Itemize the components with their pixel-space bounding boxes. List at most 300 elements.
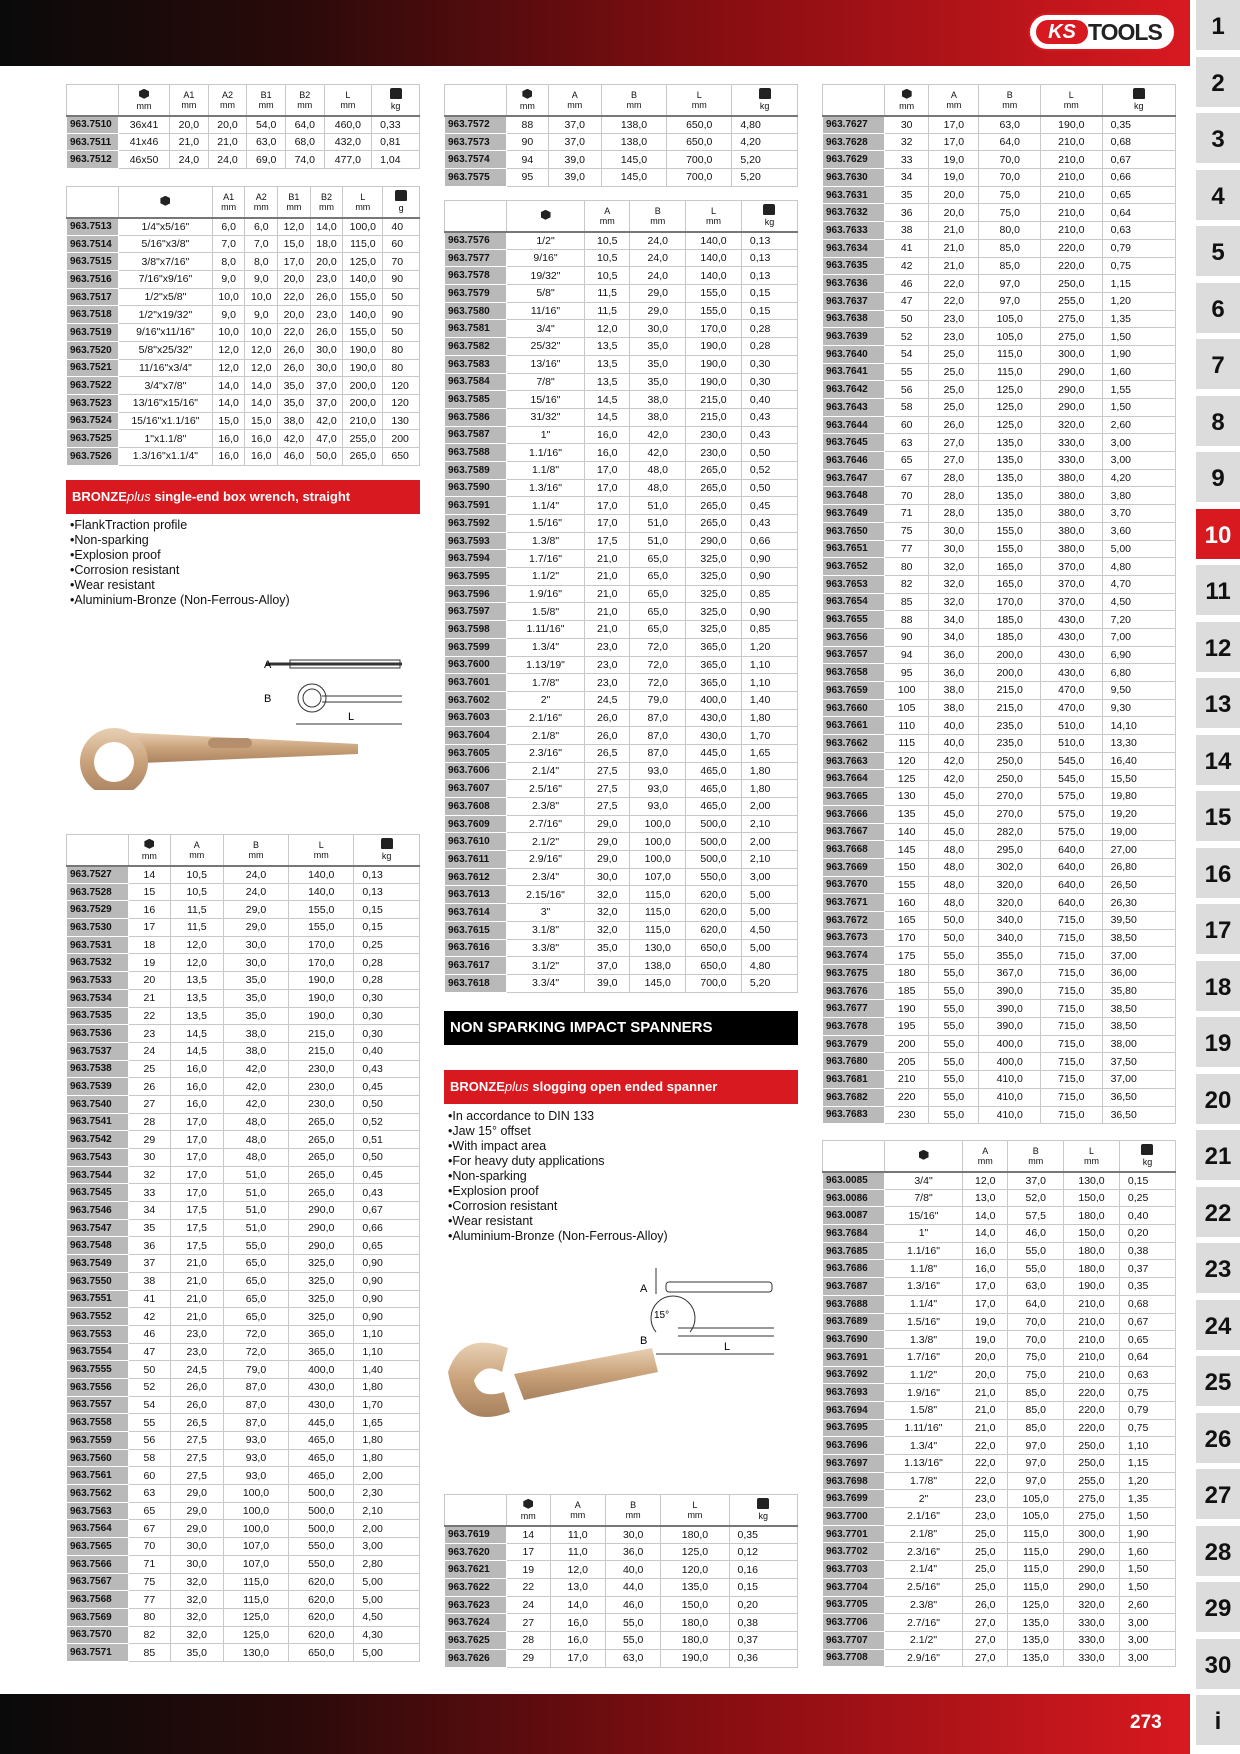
article-number[interactable]: 963.7534 [67, 989, 129, 1007]
article-number[interactable]: 963.7530 [67, 919, 129, 937]
article-number[interactable]: 963.7605 [445, 744, 507, 762]
article-number[interactable]: 963.7660 [823, 699, 885, 717]
article-number[interactable]: 963.7582 [445, 338, 507, 356]
cell: 138,0 [601, 133, 666, 151]
article-number[interactable]: 963.7618 [445, 974, 507, 992]
article-number[interactable]: 963.7652 [823, 558, 885, 576]
sidebar-tab-19[interactable]: 19 [1196, 1017, 1240, 1070]
sidebar-tab-26[interactable]: 26 [1196, 1413, 1240, 1466]
article-number[interactable]: 963.7536 [67, 1025, 129, 1043]
cell: 17,0 [170, 1113, 223, 1131]
sidebar-tab-11[interactable]: 11 [1196, 565, 1240, 618]
cell: 25,0 [963, 1578, 1008, 1596]
article-number[interactable]: 963.7583 [445, 355, 507, 373]
cell: 20,0 [278, 271, 311, 289]
article-number[interactable]: 963.7528 [67, 883, 129, 901]
article-number[interactable]: 963.7634 [823, 239, 885, 257]
article-number[interactable]: 963.7690 [823, 1331, 885, 1349]
article-number[interactable]: 963.7590 [445, 479, 507, 497]
article-number[interactable]: 963.7531 [67, 936, 129, 954]
article-number[interactable]: 963.7586 [445, 408, 507, 426]
article-number[interactable]: 963.7638 [823, 310, 885, 328]
article-number[interactable]: 963.7661 [823, 717, 885, 735]
article-number[interactable]: 963.7616 [445, 939, 507, 957]
article-number[interactable]: 963.7678 [823, 1018, 885, 1036]
article-number[interactable]: 963.7594 [445, 550, 507, 568]
sidebar-tab-20[interactable]: 20 [1196, 1074, 1240, 1127]
sidebar-tab-24[interactable]: 24 [1196, 1300, 1240, 1353]
cell: 88 [885, 611, 929, 629]
sidebar-tab-29[interactable]: 29 [1196, 1582, 1240, 1635]
article-number[interactable]: 963.7598 [445, 621, 507, 639]
article-number[interactable]: 963.7522 [67, 377, 119, 395]
sidebar-tab-2[interactable]: 2 [1196, 57, 1240, 110]
article-number[interactable]: 963.7674 [823, 947, 885, 965]
cell: 68,0 [285, 133, 324, 151]
article-number[interactable]: 963.7548 [67, 1237, 129, 1255]
cell: 715,0 [1041, 1000, 1103, 1018]
article-number[interactable]: 963.7642 [823, 381, 885, 399]
header-unit: mm [946, 99, 962, 110]
sidebar-tab-30[interactable]: 30 [1196, 1639, 1240, 1692]
cell: 320,0 [979, 876, 1041, 894]
article-number[interactable]: 963.7542 [67, 1131, 129, 1149]
article-number[interactable]: 963.7581 [445, 320, 507, 338]
article-number[interactable]: 963.7696 [823, 1437, 885, 1455]
article-number[interactable]: 963.7654 [823, 593, 885, 611]
sidebar-tab-8[interactable]: 8 [1196, 396, 1240, 449]
article-number[interactable]: 963.7589 [445, 461, 507, 479]
article-number[interactable]: 963.7625 [445, 1632, 507, 1650]
article-number[interactable]: 963.7514 [67, 235, 119, 253]
article-number[interactable]: 963.7627 [823, 116, 885, 134]
sidebar-tab-1[interactable]: 1 [1196, 0, 1240, 53]
header-label: B2 [320, 191, 332, 202]
article-number[interactable]: 963.0085 [823, 1172, 885, 1190]
article-number[interactable]: 963.7597 [445, 603, 507, 621]
article-number[interactable]: 963.7648 [823, 487, 885, 505]
article-number[interactable]: 963.7684 [823, 1225, 885, 1243]
article-number[interactable]: 963.7645 [823, 434, 885, 452]
cell: 58 [885, 399, 929, 417]
article-number[interactable]: 963.7517 [67, 288, 119, 306]
article-number[interactable]: 963.7538 [67, 1060, 129, 1078]
article-number[interactable]: 963.7541 [67, 1113, 129, 1131]
article-number[interactable]: 963.7667 [823, 823, 885, 841]
article-number[interactable]: 963.7558 [67, 1414, 129, 1432]
article-number[interactable]: 963.7700 [823, 1508, 885, 1526]
article-number[interactable]: 963.7665 [823, 788, 885, 806]
article-number[interactable]: 963.7539 [67, 1078, 129, 1096]
article-number[interactable]: 963.7611 [445, 851, 507, 869]
article-number[interactable]: 963.7554 [67, 1343, 129, 1361]
weight-icon [729, 1495, 798, 1526]
article-number[interactable]: 963.7693 [823, 1384, 885, 1402]
sidebar-tab-i[interactable]: i [1196, 1695, 1240, 1748]
cell: 46,0 [1008, 1225, 1064, 1243]
article-number[interactable]: 963.7704 [823, 1578, 885, 1596]
article-number[interactable]: 963.7511 [67, 133, 119, 151]
article-number[interactable]: 963.7621 [445, 1561, 507, 1579]
article-number[interactable]: 963.7694 [823, 1401, 885, 1419]
cell: 37 [129, 1255, 171, 1273]
cell: 30,0 [223, 954, 288, 972]
article-number[interactable]: 963.7525 [67, 430, 119, 448]
cell: 17,0 [585, 497, 630, 515]
article-number[interactable]: 963.7592 [445, 515, 507, 533]
article-number[interactable]: 963.7603 [445, 709, 507, 727]
article-number[interactable]: 963.7563 [67, 1502, 129, 1520]
article-number[interactable]: 963.7658 [823, 664, 885, 682]
table-row [445, 603, 798, 621]
article-number[interactable]: 963.7593 [445, 532, 507, 550]
cell: 715,0 [1041, 1035, 1103, 1053]
article-number[interactable]: 963.7575 [445, 169, 507, 187]
article-number[interactable]: 963.7689 [823, 1313, 885, 1331]
sidebar-tab-3[interactable]: 3 [1196, 113, 1240, 166]
cell: 35,0 [278, 377, 311, 395]
article-number[interactable]: 963.7631 [823, 186, 885, 204]
article-number[interactable]: 963.7532 [67, 954, 129, 972]
article-number[interactable]: 963.7537 [67, 1042, 129, 1060]
cell: 27,0 [929, 452, 979, 470]
article-number[interactable]: 963.7609 [445, 815, 507, 833]
article-number[interactable]: 963.7527 [67, 866, 129, 884]
article-number[interactable]: 963.7512 [67, 151, 119, 169]
cell: 29,0 [585, 833, 630, 851]
cell: 16,0 [245, 430, 278, 448]
article-number[interactable]: 963.7565 [67, 1538, 129, 1556]
article-number[interactable]: 963.7650 [823, 522, 885, 540]
article-number[interactable]: 963.7626 [445, 1649, 507, 1667]
article-number[interactable]: 963.7635 [823, 257, 885, 275]
article-number[interactable]: 963.7587 [445, 426, 507, 444]
article-number[interactable]: 963.7535 [67, 1007, 129, 1025]
cell: 75 [129, 1573, 171, 1591]
article-number[interactable]: 963.7641 [823, 363, 885, 381]
sidebar-tab-16[interactable]: 16 [1196, 848, 1240, 901]
article-number[interactable]: 963.7676 [823, 982, 885, 1000]
article-number[interactable]: 963.7521 [67, 359, 119, 377]
article-number[interactable]: 963.7547 [67, 1219, 129, 1237]
article-number[interactable]: 963.7515 [67, 253, 119, 271]
article-number[interactable]: 963.7549 [67, 1255, 129, 1273]
header-unit: mm [691, 99, 707, 110]
article-number[interactable]: 963.7662 [823, 735, 885, 753]
article-number[interactable]: 963.7612 [445, 868, 507, 886]
cell: 0,40 [1119, 1207, 1175, 1225]
sidebar-tab-23[interactable]: 23 [1196, 1243, 1240, 1296]
article-number[interactable]: 963.7657 [823, 646, 885, 664]
article-number[interactable]: 963.7574 [445, 151, 507, 169]
sidebar-tab-28[interactable]: 28 [1196, 1526, 1240, 1579]
sidebar-tab-13[interactable]: 13 [1196, 678, 1240, 731]
article-number[interactable]: 963.7701 [823, 1525, 885, 1543]
article-number[interactable]: 963.7695 [823, 1419, 885, 1437]
article-number[interactable]: 963.7708 [823, 1649, 885, 1667]
article-number[interactable]: 963.7659 [823, 682, 885, 700]
cell: 46 [885, 275, 929, 293]
sidebar-tab-6[interactable]: 6 [1196, 283, 1240, 336]
sidebar-tab-25[interactable]: 25 [1196, 1356, 1240, 1409]
article-number[interactable]: 963.7608 [445, 798, 507, 816]
article-number[interactable]: 963.7571 [67, 1644, 129, 1662]
sidebar-tab-12[interactable]: 12 [1196, 622, 1240, 675]
article-number[interactable]: 963.0087 [823, 1207, 885, 1225]
article-number[interactable]: 963.7682 [823, 1088, 885, 1106]
cell: 24 [129, 1042, 171, 1060]
article-number[interactable]: 963.7666 [823, 805, 885, 823]
article-number[interactable]: 963.7518 [67, 306, 119, 324]
article-number[interactable]: 963.7561 [67, 1467, 129, 1485]
sidebar-tab-14[interactable]: 14 [1196, 735, 1240, 788]
cell: 65 [129, 1502, 171, 1520]
article-number[interactable]: 963.7580 [445, 302, 507, 320]
article-number[interactable]: 963.7513 [67, 218, 119, 236]
cell: 1,50 [1102, 399, 1175, 417]
sidebar-tab-27[interactable]: 27 [1196, 1469, 1240, 1522]
article-number[interactable]: 963.7655 [823, 611, 885, 629]
article-number[interactable]: 963.7630 [823, 169, 885, 187]
article-number[interactable]: 963.7685 [823, 1242, 885, 1260]
article-number[interactable]: 963.7699 [823, 1490, 885, 1508]
article-number[interactable]: 963.7570 [67, 1626, 129, 1644]
article-number[interactable]: 963.7649 [823, 505, 885, 523]
cell: 80 [885, 558, 929, 576]
cell: 32,0 [170, 1573, 223, 1591]
article-number[interactable]: 963.7600 [445, 656, 507, 674]
article-number[interactable]: 963.7595 [445, 568, 507, 586]
article-number[interactable]: 963.7647 [823, 469, 885, 487]
article-number[interactable]: 963.7636 [823, 275, 885, 293]
article-number[interactable]: 963.7683 [823, 1106, 885, 1124]
sidebar-tab-7[interactable]: 7 [1196, 339, 1240, 392]
article-number[interactable]: 963.7606 [445, 762, 507, 780]
sidebar-tab-4[interactable]: 4 [1196, 170, 1240, 223]
article-number[interactable]: 963.7568 [67, 1591, 129, 1609]
article-number[interactable]: 963.7615 [445, 921, 507, 939]
article-number[interactable]: 963.7543 [67, 1149, 129, 1167]
cell: 65,0 [223, 1272, 288, 1290]
article-number[interactable]: 963.7620 [445, 1543, 507, 1561]
article-number[interactable]: 963.7622 [445, 1579, 507, 1597]
article-number[interactable]: 963.7687 [823, 1278, 885, 1296]
article-number[interactable]: 963.7551 [67, 1290, 129, 1308]
article-number[interactable]: 963.7643 [823, 399, 885, 417]
article-number[interactable]: 963.7673 [823, 929, 885, 947]
article-number[interactable]: 963.7533 [67, 972, 129, 990]
article-number[interactable]: 963.7619 [445, 1526, 507, 1544]
article-number[interactable]: 963.7524 [67, 412, 119, 430]
article-number[interactable]: 963.7579 [445, 285, 507, 303]
sidebar-tab-18[interactable]: 18 [1196, 961, 1240, 1014]
sidebar-tab-21[interactable]: 21 [1196, 1130, 1240, 1183]
table-row [823, 204, 1176, 222]
article-number[interactable]: 963.7545 [67, 1184, 129, 1202]
article-number[interactable]: 963.7629 [823, 151, 885, 169]
article-number[interactable]: 963.7559 [67, 1432, 129, 1450]
article-number[interactable]: 963.7646 [823, 452, 885, 470]
cell: 2,10 [741, 851, 797, 869]
article-number[interactable]: 963.7576 [445, 232, 507, 250]
article-number[interactable]: 963.7644 [823, 416, 885, 434]
cell: 138,0 [601, 116, 666, 134]
article-number[interactable]: 963.7628 [823, 133, 885, 151]
article-number[interactable]: 963.7653 [823, 575, 885, 593]
article-number[interactable]: 963.7520 [67, 341, 119, 359]
article-number[interactable]: 963.7573 [445, 133, 507, 151]
sidebar-tab-22[interactable]: 22 [1196, 1187, 1240, 1240]
cell: 470,0 [1041, 682, 1103, 700]
article-number[interactable]: 963.7633 [823, 222, 885, 240]
article-number[interactable]: 963.7546 [67, 1202, 129, 1220]
article-number[interactable]: 963.7578 [445, 267, 507, 285]
cell: 0,38 [729, 1614, 798, 1632]
article-number[interactable]: 963.7691 [823, 1348, 885, 1366]
article-number[interactable]: 963.7560 [67, 1449, 129, 1467]
article-number[interactable]: 963.7556 [67, 1378, 129, 1396]
article-number[interactable]: 963.7516 [67, 271, 119, 289]
article-number[interactable]: 963.7677 [823, 1000, 885, 1018]
article-number[interactable]: 963.7675 [823, 965, 885, 983]
article-number[interactable]: 963.7550 [67, 1272, 129, 1290]
table-row [823, 682, 1176, 700]
article-number[interactable]: 963.7670 [823, 876, 885, 894]
article-number[interactable]: 963.7557 [67, 1396, 129, 1414]
sidebar-tab-9[interactable]: 9 [1196, 452, 1240, 505]
article-number[interactable]: 963.7706 [823, 1614, 885, 1632]
article-number[interactable]: 963.7624 [445, 1614, 507, 1632]
article-number[interactable]: 963.7540 [67, 1095, 129, 1113]
article-number[interactable]: 963.7601 [445, 674, 507, 692]
article-number[interactable]: 963.7703 [823, 1561, 885, 1579]
article-number[interactable]: 963.7637 [823, 292, 885, 310]
article-number[interactable]: 963.7686 [823, 1260, 885, 1278]
article-number[interactable]: 963.7599 [445, 638, 507, 656]
sidebar-tab-10[interactable]: 10 [1196, 509, 1240, 562]
article-number[interactable]: 963.7519 [67, 324, 119, 342]
sidebar-tab-15[interactable]: 15 [1196, 791, 1240, 844]
cell: 0,81 [372, 133, 420, 151]
table-row [445, 957, 798, 975]
article-number[interactable]: 963.7584 [445, 373, 507, 391]
article-number[interactable]: 963.7663 [823, 752, 885, 770]
article-number[interactable]: 963.7562 [67, 1485, 129, 1503]
cell: 21 [129, 989, 171, 1007]
cell: 13,5 [585, 373, 630, 391]
cell: 100,0 [223, 1502, 288, 1520]
article-number[interactable]: 963.7591 [445, 497, 507, 515]
article-number[interactable]: 963.7526 [67, 447, 119, 465]
cell: 16 [129, 901, 171, 919]
article-number[interactable]: 963.7632 [823, 204, 885, 222]
article-number[interactable]: 963.7623 [445, 1596, 507, 1614]
cell: 1,10 [354, 1343, 420, 1361]
article-number[interactable]: 963.7640 [823, 345, 885, 363]
cell: 27,5 [170, 1467, 223, 1485]
cell: 58 [129, 1449, 171, 1467]
sidebar-tab-17[interactable]: 17 [1196, 904, 1240, 957]
article-number[interactable]: 963.7544 [67, 1166, 129, 1184]
article-number[interactable]: 963.7569 [67, 1608, 129, 1626]
table-row [823, 522, 1176, 540]
cell: 220,0 [1041, 257, 1103, 275]
article-number[interactable]: 963.7523 [67, 394, 119, 412]
article-number[interactable]: 963.7651 [823, 540, 885, 558]
article-number[interactable]: 963.7617 [445, 957, 507, 975]
cell: 22,0 [963, 1437, 1008, 1455]
cell: 390,0 [979, 1000, 1041, 1018]
article-number[interactable]: 963.7553 [67, 1325, 129, 1343]
cell: 125,0 [223, 1608, 288, 1626]
table-row [445, 833, 798, 851]
article-number[interactable]: 963.7705 [823, 1596, 885, 1614]
cell: 275,0 [1064, 1490, 1120, 1508]
article-number[interactable]: 963.7596 [445, 585, 507, 603]
article-number[interactable]: 963.7679 [823, 1035, 885, 1053]
article-number[interactable]: 963.7564 [67, 1520, 129, 1538]
article-number[interactable]: 963.7639 [823, 328, 885, 346]
table-row [823, 169, 1176, 187]
article-number[interactable]: 963.7529 [67, 901, 129, 919]
article-number[interactable]: 963.7585 [445, 391, 507, 409]
article-number[interactable]: 963.7577 [445, 249, 507, 267]
article-number[interactable]: 963.7602 [445, 691, 507, 709]
sidebar-tab-5[interactable]: 5 [1196, 226, 1240, 279]
article-number[interactable]: 963.7588 [445, 444, 507, 462]
cell: 3/4" [885, 1172, 963, 1190]
article-number[interactable]: 963.7656 [823, 628, 885, 646]
article-number[interactable]: 963.7697 [823, 1455, 885, 1473]
article-number[interactable]: 963.0086 [823, 1189, 885, 1207]
article-number[interactable]: 963.7671 [823, 894, 885, 912]
article-number[interactable]: 963.7664 [823, 770, 885, 788]
article-number[interactable]: 963.7688 [823, 1295, 885, 1313]
cell: 1.9/16" [885, 1384, 963, 1402]
article-number[interactable]: 963.7702 [823, 1543, 885, 1561]
article-number[interactable]: 963.7607 [445, 780, 507, 798]
article-number[interactable]: 963.7552 [67, 1308, 129, 1326]
table-row [823, 1348, 1176, 1366]
cell: 135,0 [979, 469, 1041, 487]
article-number[interactable]: 963.7669 [823, 858, 885, 876]
cell: 16,0 [585, 426, 630, 444]
article-number[interactable]: 963.7692 [823, 1366, 885, 1384]
article-number[interactable]: 963.7614 [445, 904, 507, 922]
article-number[interactable]: 963.7610 [445, 833, 507, 851]
article-number[interactable]: 963.7604 [445, 727, 507, 745]
cell: 120 [383, 394, 420, 412]
ks-tools-logo[interactable] [1028, 13, 1176, 51]
cell: 55,0 [929, 1035, 979, 1053]
article-number[interactable]: 963.7613 [445, 886, 507, 904]
article-number[interactable]: 963.7510 [67, 116, 119, 134]
article-number[interactable]: 963.7567 [67, 1573, 129, 1591]
cell: 54 [129, 1396, 171, 1414]
article-number[interactable]: 963.7681 [823, 1071, 885, 1089]
table-row [67, 1378, 420, 1396]
cell: 38,00 [1102, 1035, 1175, 1053]
article-number[interactable]: 963.7566 [67, 1555, 129, 1573]
article-number[interactable]: 963.7707 [823, 1631, 885, 1649]
article-number[interactable]: 963.7555 [67, 1361, 129, 1379]
article-number[interactable]: 963.7698 [823, 1472, 885, 1490]
article-number[interactable]: 963.7668 [823, 841, 885, 859]
article-number[interactable]: 963.7572 [445, 116, 507, 134]
article-number[interactable]: 963.7672 [823, 911, 885, 929]
cell: 465,0 [686, 780, 742, 798]
article-number[interactable]: 963.7680 [823, 1053, 885, 1071]
